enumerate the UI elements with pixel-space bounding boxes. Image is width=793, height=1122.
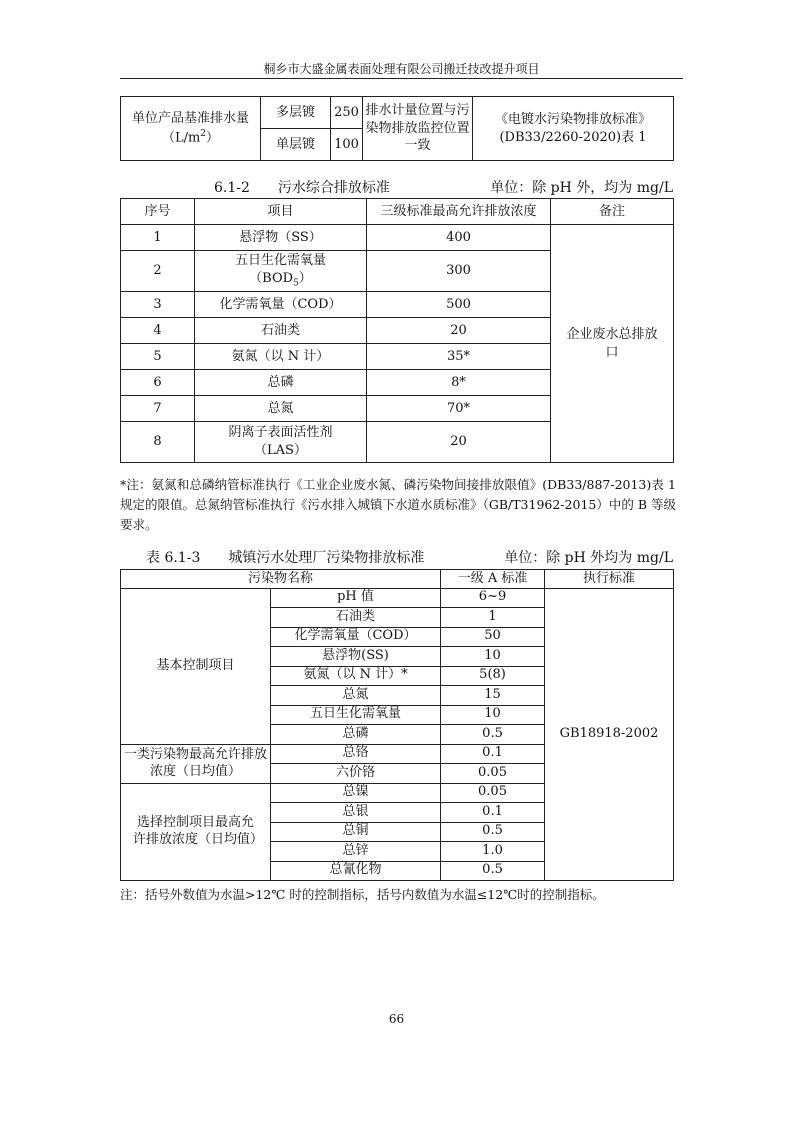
plating-value-cell: 250: [331, 97, 363, 129]
table-row: 8 阴离子表面活性剂 （LAS） 20: [121, 422, 674, 463]
table-row: 总银 0.1: [121, 803, 674, 823]
column-header: 备注: [551, 199, 674, 225]
group-label: 一类污染物最高允许排放浓度（日均值）: [121, 744, 271, 783]
table-row: 总铜 0.5: [121, 822, 674, 842]
table-row: 3 化学需氧量（COD） 500: [121, 292, 674, 318]
page-number: 66: [388, 1012, 405, 1026]
table-row: 一类污染物最高允许排放浓度（日均值） 总铬 0.1: [121, 744, 674, 764]
table-footnote: *注：氨氮和总磷纳管标准执行《工业企业废水氮、磷污染物间接排放限值》(DB33/887-2013)表 1 规定的限值。总氮纳管标准执行《污水排入城镇下水道水质标准》（GB/T31962-2015）中的 B 等级要求。: [120, 477, 676, 532]
table-row: 五日生化需氧量 10: [121, 705, 674, 725]
table-row: 悬浮物(SS) 10: [121, 647, 674, 667]
running-header: 桐乡市大盛金属表面处理有限公司搬迁技改提升项目: [263, 62, 540, 76]
item-label: 单位产品基准排水量: [131, 111, 249, 127]
column-header: 污染物名称: [121, 570, 441, 589]
table-header-row: [121, 199, 674, 225]
item-unit: $(L/m^2)$: [161, 128, 220, 146]
table-caption: [120, 177, 673, 197]
plating-type-cell: 单层镀: [261, 129, 331, 161]
table-caption-title: 6.1-2 污水综合排放标准: [214, 180, 390, 196]
column-header: 一级 A 标准: [441, 570, 545, 589]
plating-value-cell: 100: [331, 129, 363, 161]
header-divider: [120, 78, 683, 79]
table-row: 基本控制项目 pH 值 6~9 GB18918-2002: [121, 588, 674, 608]
column-header: 序号: [121, 199, 195, 225]
location-cell: 排水计量位置与污染物排放监控位置一致: [363, 97, 473, 161]
group-label: 基本控制项目: [121, 588, 271, 744]
table-row: 4 石油类 20: [121, 318, 674, 344]
plating-type-cell: 多层镀: [261, 97, 331, 129]
table-row: 2 五日生化需氧量 $(BOD_5)$ 300: [121, 251, 674, 292]
table-footnote: 注：括号外数值为水温>12℃ 时的控制指标，括号内数值为水温≤12℃时的控制指标。: [120, 887, 605, 902]
discharge-volume-table: [120, 96, 674, 161]
table-row: 石油类 1: [121, 608, 674, 628]
table-row: 化学需氧量（COD） 50: [121, 627, 674, 647]
remark-cell: 企业废水总排放口: [551, 225, 674, 463]
table-header-row: [121, 570, 674, 589]
standard-cell: 《电镀水污染物排放标准》 (DB33/2260-2020)表 1: [473, 97, 674, 161]
table-row: 1 悬浮物（SS） 400 企业废水总排放口: [121, 225, 674, 251]
table-row: 总锌 1.0: [121, 842, 674, 862]
item-label-cell: [121, 97, 261, 161]
table-row: 5 氨氮（以 N 计） 35*: [121, 344, 674, 370]
table-row: 总氰化物 0.5: [121, 861, 674, 881]
table-row: 7 总氮 70*: [121, 396, 674, 422]
column-header: 执行标准: [545, 570, 674, 589]
column-header: 项目: [195, 199, 367, 225]
table-caption: [120, 547, 673, 567]
column-header: 三级标准最高允许排放浓度: [367, 199, 551, 225]
table-row: 选择控制项目最高允许排放浓度（日均值） 总镍 0.05: [121, 783, 674, 803]
integrated-discharge-table: [120, 198, 674, 463]
table-row: 总氮 15: [121, 686, 674, 706]
standard-cell: GB18918-2002: [545, 588, 674, 881]
table-row: 六价铬 0.05: [121, 764, 674, 784]
table-row: 6 总磷 8*: [121, 370, 674, 396]
wwtp-discharge-table: [120, 569, 674, 881]
table-caption-unit: 单位：除 pH 外均为 mg/L: [504, 550, 673, 566]
table-caption-unit: 单位：除 pH 外，均为 mg/L: [490, 180, 673, 196]
group-label: 选择控制项目最高允许排放浓度（日均值）: [121, 783, 271, 881]
table-caption-title: 表 6.1-3 城镇污水处理厂污染物排放标准: [146, 550, 425, 566]
table-row: 总磷 0.5: [121, 725, 674, 745]
table-row: 氨氮（以 N 计）* 5(8): [121, 666, 674, 686]
